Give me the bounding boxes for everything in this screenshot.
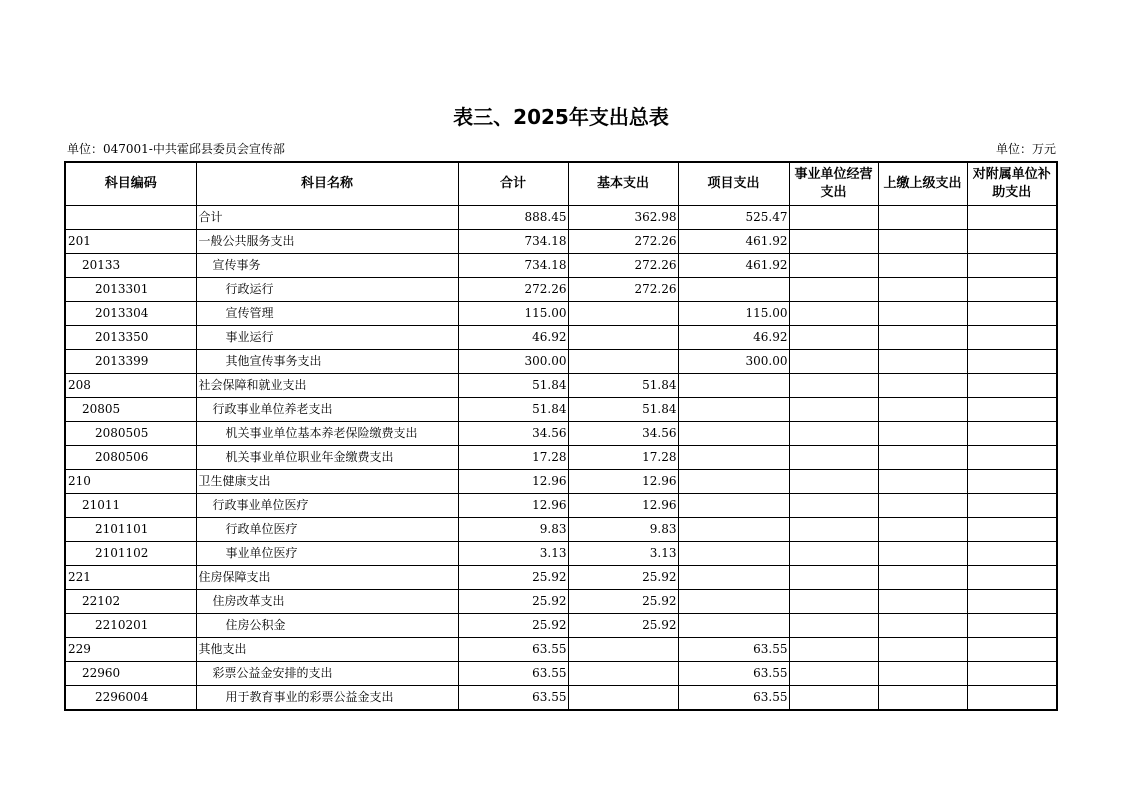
cell-code: 21011 xyxy=(65,494,196,518)
cell-basic xyxy=(568,302,678,326)
cell-code: 20133 xyxy=(65,254,196,278)
cell-project xyxy=(678,566,789,590)
cell-subsidy xyxy=(967,614,1057,638)
cell-total: 51.84 xyxy=(458,374,568,398)
cell-remit xyxy=(878,518,967,542)
cell-name: 行政事业单位养老支出 xyxy=(196,398,458,422)
cell-code: 2013304 xyxy=(65,302,196,326)
cell-subsidy xyxy=(967,638,1057,662)
cell-name: 合计 xyxy=(196,206,458,230)
cell-remit xyxy=(878,494,967,518)
cell-basic: 25.92 xyxy=(568,590,678,614)
cell-remit xyxy=(878,206,967,230)
cell-basic: 272.26 xyxy=(568,254,678,278)
table-row xyxy=(65,422,1057,446)
cell-business xyxy=(789,590,878,614)
cell-name: 社会保障和就业支出 xyxy=(196,374,458,398)
cell-name: 行政事业单位医疗 xyxy=(196,494,458,518)
cell-business xyxy=(789,566,878,590)
cell-project: 63.55 xyxy=(678,686,789,711)
cell-subsidy xyxy=(967,254,1057,278)
page-title: 表三、2025年支出总表 xyxy=(453,105,669,129)
cell-project xyxy=(678,398,789,422)
cell-name: 住房改革支出 xyxy=(196,590,458,614)
cell-total: 25.92 xyxy=(458,614,568,638)
cell-subsidy xyxy=(967,398,1057,422)
cell-remit xyxy=(878,326,967,350)
table-row xyxy=(65,662,1057,686)
cell-total: 12.96 xyxy=(458,494,568,518)
cell-name: 宣传管理 xyxy=(196,302,458,326)
cell-code: 208 xyxy=(65,374,196,398)
cell-code: 210 xyxy=(65,470,196,494)
cell-business xyxy=(789,230,878,254)
cell-code: 229 xyxy=(65,638,196,662)
cell-basic: 17.28 xyxy=(568,446,678,470)
cell-total: 3.13 xyxy=(458,542,568,566)
cell-code: 22960 xyxy=(65,662,196,686)
cell-name: 其他宣传事务支出 xyxy=(196,350,458,374)
cell-remit xyxy=(878,542,967,566)
cell-project xyxy=(678,470,789,494)
cell-project xyxy=(678,590,789,614)
cell-subsidy xyxy=(967,278,1057,302)
cell-code: 20805 xyxy=(65,398,196,422)
cell-subsidy xyxy=(967,230,1057,254)
cell-project xyxy=(678,374,789,398)
table-row xyxy=(65,302,1057,326)
table-row xyxy=(65,230,1057,254)
table-row xyxy=(65,278,1057,302)
cell-name: 其他支出 xyxy=(196,638,458,662)
cell-subsidy xyxy=(967,302,1057,326)
cell-project: 525.47 xyxy=(678,206,789,230)
cell-basic xyxy=(568,326,678,350)
cell-remit xyxy=(878,302,967,326)
cell-basic: 34.56 xyxy=(568,422,678,446)
cell-business xyxy=(789,422,878,446)
cell-project xyxy=(678,278,789,302)
table-body xyxy=(65,206,1057,711)
cell-remit xyxy=(878,590,967,614)
header-code: 科目编码 xyxy=(65,162,196,206)
cell-business xyxy=(789,638,878,662)
cell-business xyxy=(789,326,878,350)
cell-code: 2013301 xyxy=(65,278,196,302)
cell-subsidy xyxy=(967,542,1057,566)
cell-code: 2013399 xyxy=(65,350,196,374)
table-row xyxy=(65,254,1057,278)
table-row xyxy=(65,686,1057,711)
table-row xyxy=(65,542,1057,566)
cell-code: 2296004 xyxy=(65,686,196,711)
table-row xyxy=(65,326,1057,350)
cell-name: 一般公共服务支出 xyxy=(196,230,458,254)
cell-project xyxy=(678,518,789,542)
unit-label-currency: 单位：万元 xyxy=(995,142,1056,156)
cell-basic: 51.84 xyxy=(568,374,678,398)
cell-total: 63.55 xyxy=(458,638,568,662)
cell-basic: 272.26 xyxy=(568,230,678,254)
cell-basic: 272.26 xyxy=(568,278,678,302)
cell-subsidy xyxy=(967,686,1057,711)
cell-business xyxy=(789,446,878,470)
header-subsidy: 对附属单位补助支出 xyxy=(967,162,1057,206)
cell-subsidy xyxy=(967,518,1057,542)
cell-total: 734.18 xyxy=(458,230,568,254)
cell-subsidy xyxy=(967,566,1057,590)
cell-name: 机关事业单位职业年金缴费支出 xyxy=(196,446,458,470)
cell-code: 2210201 xyxy=(65,614,196,638)
cell-business xyxy=(789,302,878,326)
cell-code: 2101101 xyxy=(65,518,196,542)
cell-project xyxy=(678,422,789,446)
cell-business xyxy=(789,614,878,638)
cell-remit xyxy=(878,566,967,590)
cell-subsidy xyxy=(967,374,1057,398)
cell-basic: 25.92 xyxy=(568,614,678,638)
table-row xyxy=(65,638,1057,662)
table-row xyxy=(65,374,1057,398)
cell-code: 2080506 xyxy=(65,446,196,470)
cell-name: 用于教育事业的彩票公益金支出 xyxy=(196,686,458,711)
cell-subsidy xyxy=(967,494,1057,518)
cell-total: 63.55 xyxy=(458,662,568,686)
cell-basic: 3.13 xyxy=(568,542,678,566)
cell-business xyxy=(789,374,878,398)
table-row xyxy=(65,566,1057,590)
cell-basic: 9.83 xyxy=(568,518,678,542)
cell-name: 住房保障支出 xyxy=(196,566,458,590)
cell-remit xyxy=(878,470,967,494)
cell-subsidy xyxy=(967,662,1057,686)
cell-business xyxy=(789,470,878,494)
cell-name: 宣传事务 xyxy=(196,254,458,278)
cell-business xyxy=(789,350,878,374)
cell-basic: 25.92 xyxy=(568,566,678,590)
cell-basic: 12.96 xyxy=(568,470,678,494)
cell-remit xyxy=(878,278,967,302)
cell-business xyxy=(789,206,878,230)
cell-total: 888.45 xyxy=(458,206,568,230)
cell-total: 300.00 xyxy=(458,350,568,374)
cell-remit xyxy=(878,374,967,398)
header-remit: 上缴上级支出 xyxy=(878,162,967,206)
cell-subsidy xyxy=(967,350,1057,374)
table-row xyxy=(65,494,1057,518)
header-name: 科目名称 xyxy=(196,162,458,206)
cell-total: 25.92 xyxy=(458,566,568,590)
cell-total: 12.96 xyxy=(458,470,568,494)
cell-basic: 12.96 xyxy=(568,494,678,518)
cell-project: 63.55 xyxy=(678,662,789,686)
cell-project: 46.92 xyxy=(678,326,789,350)
cell-basic: 362.98 xyxy=(568,206,678,230)
cell-project: 63.55 xyxy=(678,638,789,662)
cell-name: 卫生健康支出 xyxy=(196,470,458,494)
cell-remit xyxy=(878,254,967,278)
cell-basic: 51.84 xyxy=(568,398,678,422)
cell-code: 22102 xyxy=(65,590,196,614)
header-project: 项目支出 xyxy=(678,162,789,206)
cell-total: 17.28 xyxy=(458,446,568,470)
cell-project xyxy=(678,542,789,566)
table-row xyxy=(65,350,1057,374)
cell-project: 461.92 xyxy=(678,230,789,254)
cell-total: 34.56 xyxy=(458,422,568,446)
header-basic: 基本支出 xyxy=(568,162,678,206)
cell-code xyxy=(65,206,196,230)
cell-project xyxy=(678,446,789,470)
table-row xyxy=(65,206,1057,230)
cell-subsidy xyxy=(967,470,1057,494)
cell-project: 461.92 xyxy=(678,254,789,278)
table-header-row xyxy=(65,162,1057,206)
cell-basic xyxy=(568,638,678,662)
cell-code: 2101102 xyxy=(65,542,196,566)
cell-subsidy xyxy=(967,326,1057,350)
unit-label-org: 单位：047001-中共霍邱县委员会宣传部 xyxy=(67,142,285,156)
cell-name: 事业运行 xyxy=(196,326,458,350)
cell-remit xyxy=(878,686,967,711)
cell-project: 115.00 xyxy=(678,302,789,326)
table-row xyxy=(65,614,1057,638)
cell-remit xyxy=(878,614,967,638)
cell-basic xyxy=(568,686,678,711)
cell-business xyxy=(789,254,878,278)
cell-remit xyxy=(878,638,967,662)
cell-subsidy xyxy=(967,422,1057,446)
cell-business xyxy=(789,542,878,566)
cell-subsidy xyxy=(967,590,1057,614)
cell-total: 51.84 xyxy=(458,398,568,422)
table-row xyxy=(65,590,1057,614)
cell-total: 115.00 xyxy=(458,302,568,326)
cell-business xyxy=(789,398,878,422)
cell-name: 机关事业单位基本养老保险缴费支出 xyxy=(196,422,458,446)
cell-project xyxy=(678,614,789,638)
cell-code: 2080505 xyxy=(65,422,196,446)
header-total: 合计 xyxy=(458,162,568,206)
cell-remit xyxy=(878,662,967,686)
table-row xyxy=(65,398,1057,422)
cell-name: 住房公积金 xyxy=(196,614,458,638)
cell-project: 300.00 xyxy=(678,350,789,374)
expenditure-table xyxy=(64,161,1058,711)
cell-total: 25.92 xyxy=(458,590,568,614)
cell-total: 9.83 xyxy=(458,518,568,542)
cell-remit xyxy=(878,398,967,422)
cell-remit xyxy=(878,350,967,374)
cell-subsidy xyxy=(967,446,1057,470)
cell-name: 彩票公益金安排的支出 xyxy=(196,662,458,686)
cell-code: 221 xyxy=(65,566,196,590)
table-row xyxy=(65,470,1057,494)
cell-code: 201 xyxy=(65,230,196,254)
cell-subsidy xyxy=(967,206,1057,230)
cell-code: 2013350 xyxy=(65,326,196,350)
cell-total: 272.26 xyxy=(458,278,568,302)
table-row xyxy=(65,446,1057,470)
cell-total: 46.92 xyxy=(458,326,568,350)
cell-business xyxy=(789,278,878,302)
cell-remit xyxy=(878,446,967,470)
cell-total: 63.55 xyxy=(458,686,568,711)
cell-basic xyxy=(568,350,678,374)
cell-project xyxy=(678,494,789,518)
table-row xyxy=(65,518,1057,542)
cell-name: 事业单位医疗 xyxy=(196,542,458,566)
cell-business xyxy=(789,662,878,686)
cell-remit xyxy=(878,230,967,254)
cell-basic xyxy=(568,662,678,686)
cell-business xyxy=(789,518,878,542)
cell-remit xyxy=(878,422,967,446)
cell-business xyxy=(789,686,878,711)
cell-business xyxy=(789,494,878,518)
cell-name: 行政运行 xyxy=(196,278,458,302)
header-business: 事业单位经营支出 xyxy=(789,162,878,206)
cell-name: 行政单位医疗 xyxy=(196,518,458,542)
cell-total: 734.18 xyxy=(458,254,568,278)
